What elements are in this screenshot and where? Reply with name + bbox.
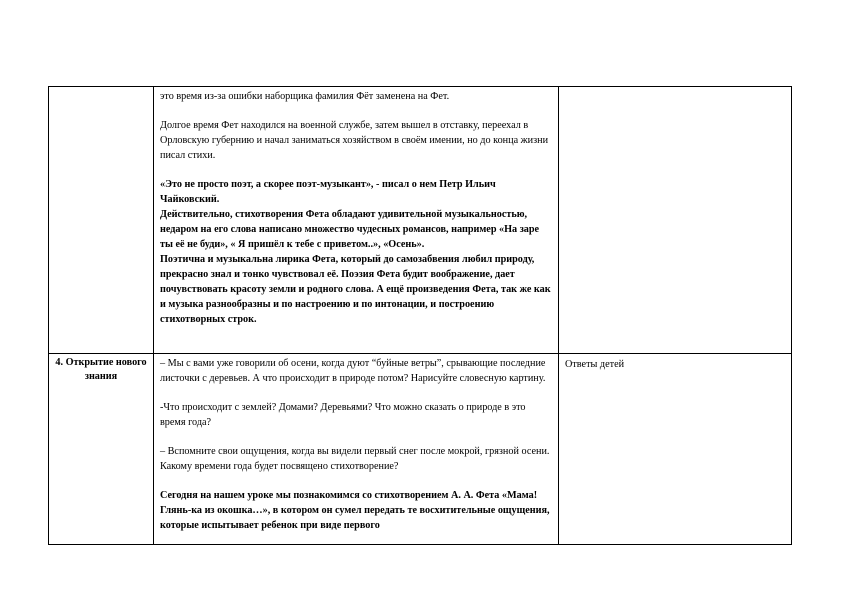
paragraph: – Вспомните свои ощущения, когда вы видели первый снег после мокрой, грязной осени. Какому времени года будет посвящено стихотворение? xyxy=(160,446,550,472)
paragraph: «Это не просто поэт, а скорее поэт-музыкант», - писал о нем Петр Ильич Чайковский. xyxy=(160,179,496,205)
paragraph: Сегодня на нашем уроке мы познакомимся со стихотворением А. А. Фета «Мама! Глянь-ка из окошка…», в котором он сумел передать те восхитительные ощущения, которые испытывает ребенок при виде первого xyxy=(160,490,550,531)
table-row xyxy=(49,354,792,545)
stage-cell xyxy=(49,354,154,545)
content-cell xyxy=(154,354,559,545)
notes-text xyxy=(559,87,791,93)
stage-label: 4. Открытие нового знания xyxy=(55,357,147,382)
paragraph: Действительно, стихотворения Фета обладают удивительной музыкальностью, недаром на его слова написано множество чудесных романсов, например «На заре ты её не буди», « Я пришёл к тебе с приветом..», «Осень». xyxy=(160,209,540,250)
paragraph: Поэтична и музыкальна лирика Фета, который до самозабвения любил природу, прекрасно знал и тонко чувствовал её. Поэзия Фета будит воображение, дает почувствовать красоту земли и родного слова. А ещё произведения Фета, так же как и музыка разнообразны и по настроению и по интонации, и построению стихотворных строк. xyxy=(160,254,551,325)
notes-cell xyxy=(559,87,792,354)
notes-cell xyxy=(559,354,792,545)
paragraph: это время из-за ошибки наборщика фамилия Фёт заменена на Фет. xyxy=(160,91,450,102)
paragraph: Долгое время Фет находился на военной службе, затем вышел в отставку, переехал в Орловскую губернию и начал заниматься хозяйством в своём имении, но до конца жизни писал стихи. xyxy=(160,120,549,161)
content-cell xyxy=(154,87,559,354)
notes-text: Ответы детей xyxy=(565,359,625,370)
stage-cell xyxy=(49,87,154,354)
paragraph: – Мы с вами уже говорили об осени, когда дуют “буйные ветры”, срывающие последние листочки с деревьев. А что происходит в природе потом? Нарисуйте словесную картину. xyxy=(160,358,546,384)
stage-label xyxy=(49,87,153,91)
lesson-plan-table xyxy=(48,86,792,545)
table-row xyxy=(49,87,792,354)
paragraph: -Что происходит с землей? Домами? Деревьями? Что можно сказать о природе в это время года? xyxy=(160,402,526,428)
